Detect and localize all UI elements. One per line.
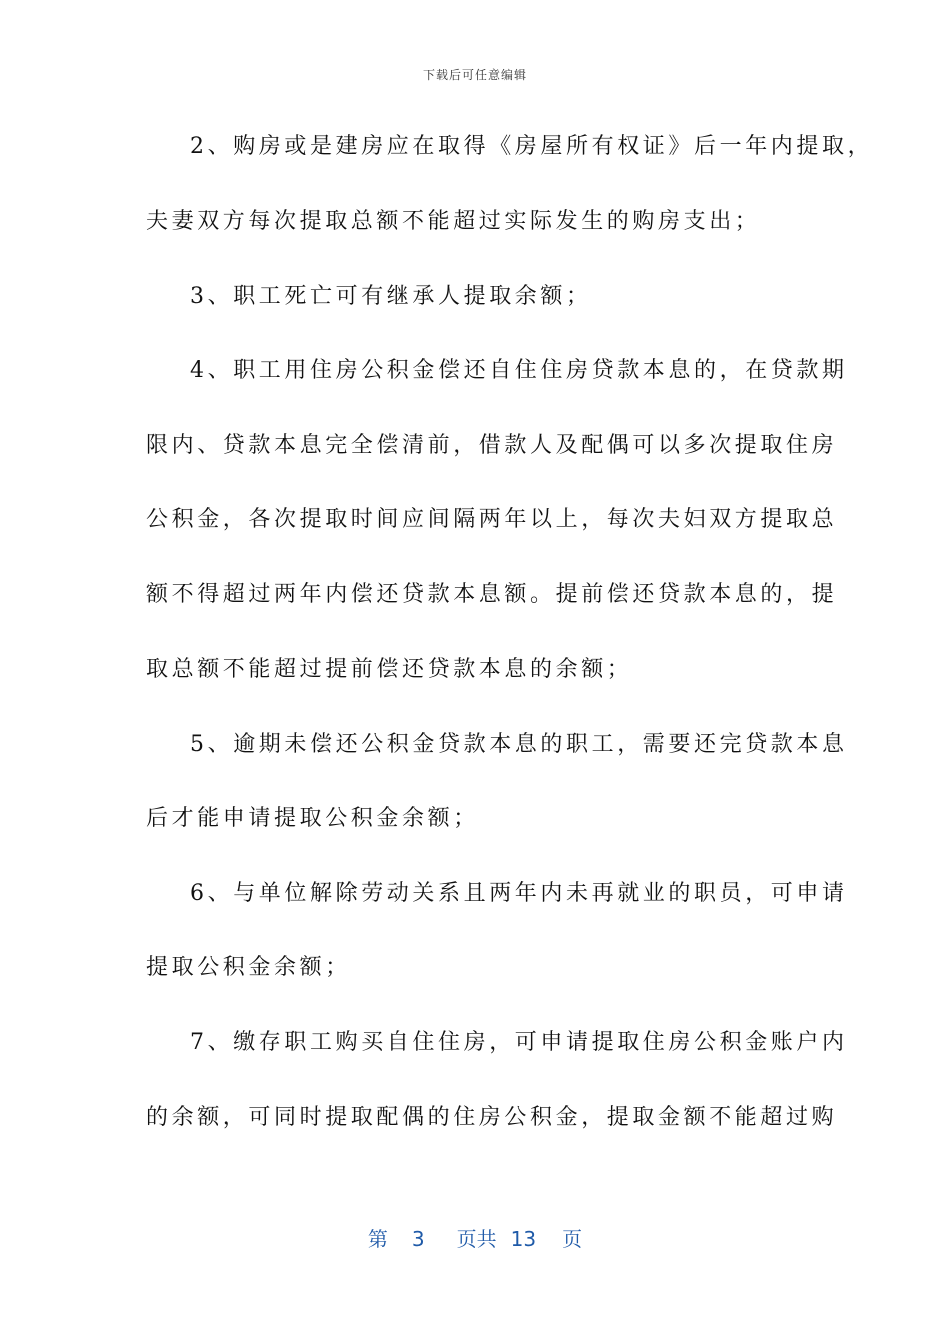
page-footer <box>0 1226 950 1252</box>
current-page-number: 3 <box>411 1227 425 1251</box>
text-line: 后才能申请提取公积金余额； <box>146 806 479 831</box>
text-line: 5、逾期未偿还公积金贷款本息的职工，需要还完贷款本息 <box>190 732 848 757</box>
text-line: 限内、贷款本息完全偿清前，借款人及配偶可以多次提取住房 <box>146 433 838 458</box>
text-line: 夫妻双方每次提取总额不能超过实际发生的购房支出； <box>146 209 761 234</box>
text-line: 3、职工死亡可有继承人提取余额； <box>190 284 592 309</box>
text-line: 7、缴存职工购买自住住房，可申请提取住房公积金账户内 <box>190 1030 848 1055</box>
text-line: 6、与单位解除劳动关系且两年内未再就业的职员，可申请 <box>190 881 848 906</box>
total-suffix: 页 <box>562 1227 583 1251</box>
text-line: 4、职工用住房公积金偿还自住住房贷款本息的，在贷款期 <box>190 358 848 383</box>
page-suffix: 页共 <box>456 1227 497 1251</box>
text-line: 提取公积金余额； <box>146 955 351 980</box>
total-pages-number: 13 <box>510 1227 537 1251</box>
header-note: 下载后可任意编辑 <box>422 68 527 82</box>
page-label: 第 <box>367 1227 388 1251</box>
text-line: 的余额，可同时提取配偶的住房公积金，提取金额不能超过购 <box>146 1105 838 1130</box>
text-line: 2、购房或是建房应在取得《房屋所有权证》后一年内提取， <box>190 134 874 159</box>
text-line: 额不得超过两年内偿还贷款本息额。提前偿还贷款本息的，提 <box>146 582 838 607</box>
text-line: 公积金，各次提取时间应间隔两年以上，每次夫妇双方提取总 <box>146 507 838 532</box>
text-line: 取总额不能超过提前偿还贷款本息的余额； <box>146 657 633 682</box>
